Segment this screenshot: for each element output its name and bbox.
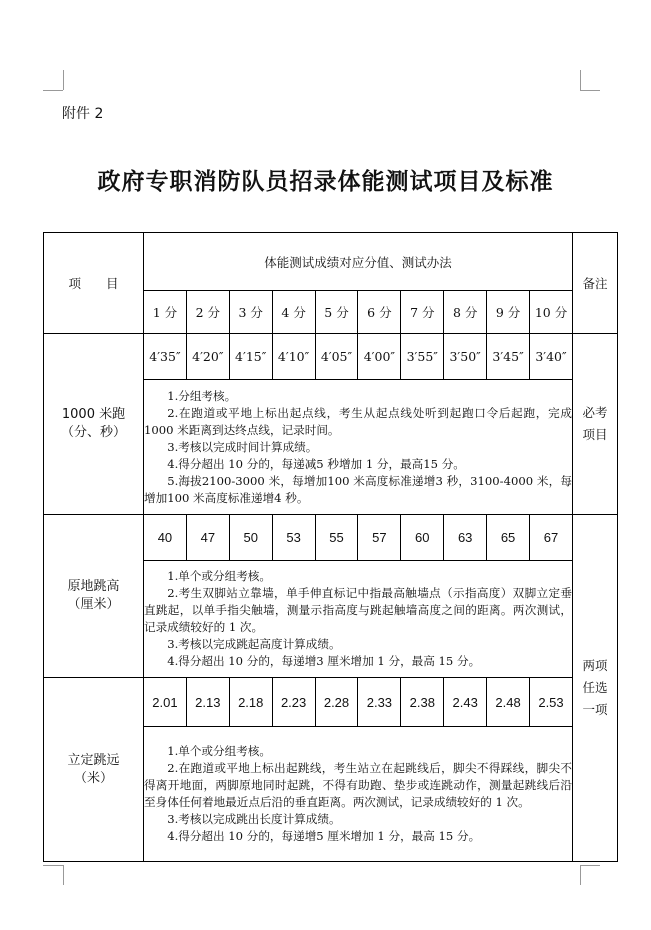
run-values-row — [44, 334, 618, 380]
note-line: 一项 — [582, 702, 608, 717]
attachment-label: 附件 2 — [62, 106, 104, 122]
value-cell: 40 — [144, 515, 187, 561]
value-cell: 2.18 — [229, 678, 272, 727]
run-unit: （分、秒） — [60, 425, 126, 440]
score-header: 2 分 — [186, 291, 229, 334]
value-cell: 60 — [401, 515, 444, 561]
score-header: 3 分 — [229, 291, 272, 334]
note-line: 两项 — [582, 658, 608, 673]
method-line: 3.考核以完成时间计算成绩。 — [167, 439, 318, 454]
run-note — [573, 334, 618, 515]
crop-mark — [63, 70, 64, 90]
long-jump-values-row — [44, 678, 618, 727]
jump-reach-name: 原地跳高 — [67, 579, 120, 594]
method-line: 1.单个或分组考核。 — [167, 744, 271, 758]
value-cell: 4′35″ — [144, 334, 187, 380]
value-cell: 3′50″ — [444, 334, 487, 380]
value-cell: 2.43 — [444, 678, 487, 727]
standards-table — [43, 232, 618, 862]
value-cell: 55 — [315, 515, 358, 561]
value-cell: 63 — [444, 515, 487, 561]
score-header: 8 分 — [444, 291, 487, 334]
value-cell: 3′45″ — [487, 334, 530, 380]
value-cell: 53 — [272, 515, 315, 561]
crop-mark — [580, 865, 600, 866]
run-item — [44, 334, 144, 515]
value-cell: 65 — [487, 515, 530, 561]
value-cell: 47 — [186, 515, 229, 561]
value-cell: 3′55″ — [401, 334, 444, 380]
item-header: 项 目 — [44, 233, 144, 334]
method-line: 5.海拔2100-3000 米，每增加100 米高度标准递增3 秒，3100-4000 米，每增加100 米高度标准递增4 秒。 — [144, 473, 572, 505]
method-line: 1.单个或分组考核。 — [167, 569, 271, 583]
value-cell: 4′10″ — [272, 334, 315, 380]
value-cell: 67 — [530, 515, 573, 561]
elective-note — [573, 515, 618, 862]
value-cell: 3′40″ — [530, 334, 573, 380]
long-jump-item — [44, 678, 144, 862]
page-title: 政府专职消防队员招录体能测试项目及标准 — [97, 168, 554, 195]
score-header: 6 分 — [358, 291, 401, 334]
value-cell: 57 — [358, 515, 401, 561]
value-cell: 2.01 — [144, 678, 187, 727]
value-cell: 2.28 — [315, 678, 358, 727]
method-line: 4.得分超出 10 分的，每递减5 秒增加 1 分，最高15 分。 — [167, 456, 465, 471]
scores-title: 体能测试成绩对应分值、测试办法 — [144, 233, 573, 291]
crop-mark — [580, 865, 581, 885]
note-line: 任选 — [582, 680, 608, 695]
method-line: 4.得分超出 10 分的，每递增5 厘米增加 1 分，最高 15 分。 — [167, 829, 481, 843]
value-cell: 2.13 — [186, 678, 229, 727]
jump-reach-values-row — [44, 515, 618, 561]
crop-mark — [43, 90, 63, 91]
crop-mark — [580, 90, 600, 91]
method-line: 3.考核以完成跳起高度计算成绩。 — [167, 637, 341, 651]
note-header: 备注 — [573, 233, 618, 334]
value-cell: 50 — [229, 515, 272, 561]
value-cell: 4′20″ — [186, 334, 229, 380]
crop-mark — [43, 865, 63, 866]
score-header: 4 分 — [272, 291, 315, 334]
value-cell: 4′00″ — [358, 334, 401, 380]
method-line: 3.考核以完成跳出长度计算成绩。 — [167, 812, 341, 826]
value-cell: 2.33 — [358, 678, 401, 727]
jump-reach-method — [144, 561, 573, 678]
crop-mark — [63, 865, 64, 885]
value-cell: 2.23 — [272, 678, 315, 727]
value-cell: 2.53 — [530, 678, 573, 727]
long-jump-method — [144, 727, 573, 862]
jump-reach-unit: （厘米） — [67, 597, 120, 612]
note-line: 必考 — [582, 405, 608, 420]
score-header: 9 分 — [487, 291, 530, 334]
method-line: 2.在跑道或平地上标出起跳线，考生站立在起跳线后，脚尖不得踩线，脚尖不得离开地面，两脚原地同时起跳，不得有助跑、垫步或连跳动作，测量起跳线后沿至身体任何着地最近点后沿的垂直距离。两次测试，记录成绩较好的 1 次。 — [144, 761, 572, 809]
score-header: 7 分 — [401, 291, 444, 334]
method-line: 2.考生双脚站立靠墙，单手伸直标记中指最高触墙点（示指高度）双脚立定垂直跳起，以单手指尖触墙，测量示指高度与跳起触墙高度之间的距离。两次测试，记录成绩较好的 1 次。 — [144, 586, 572, 634]
jump-reach-item — [44, 515, 144, 678]
run-name: 1000 米跑 — [61, 407, 126, 422]
method-line: 4.得分超出 10 分的，每递增3 厘米增加 1 分，最高 15 分。 — [167, 654, 481, 668]
method-line: 2.在跑道或平地上标出起点线，考生从起点线处听到起跑口令后起跑，完成 1000 米距离到达终点线，记录时间。 — [144, 405, 572, 437]
header-row — [44, 233, 618, 291]
score-header: 10 分 — [530, 291, 573, 334]
note-line: 项目 — [582, 427, 608, 442]
score-header: 1 分 — [144, 291, 187, 334]
value-cell: 4′15″ — [229, 334, 272, 380]
crop-mark — [580, 70, 581, 90]
value-cell: 2.38 — [401, 678, 444, 727]
run-method — [144, 380, 573, 515]
long-jump-unit: （米） — [73, 770, 113, 786]
score-header: 5 分 — [315, 291, 358, 334]
value-cell: 2.48 — [487, 678, 530, 727]
long-jump-name: 立定跳远 — [67, 752, 120, 768]
value-cell: 4′05″ — [315, 334, 358, 380]
method-line: 1.分组考核。 — [167, 388, 237, 403]
